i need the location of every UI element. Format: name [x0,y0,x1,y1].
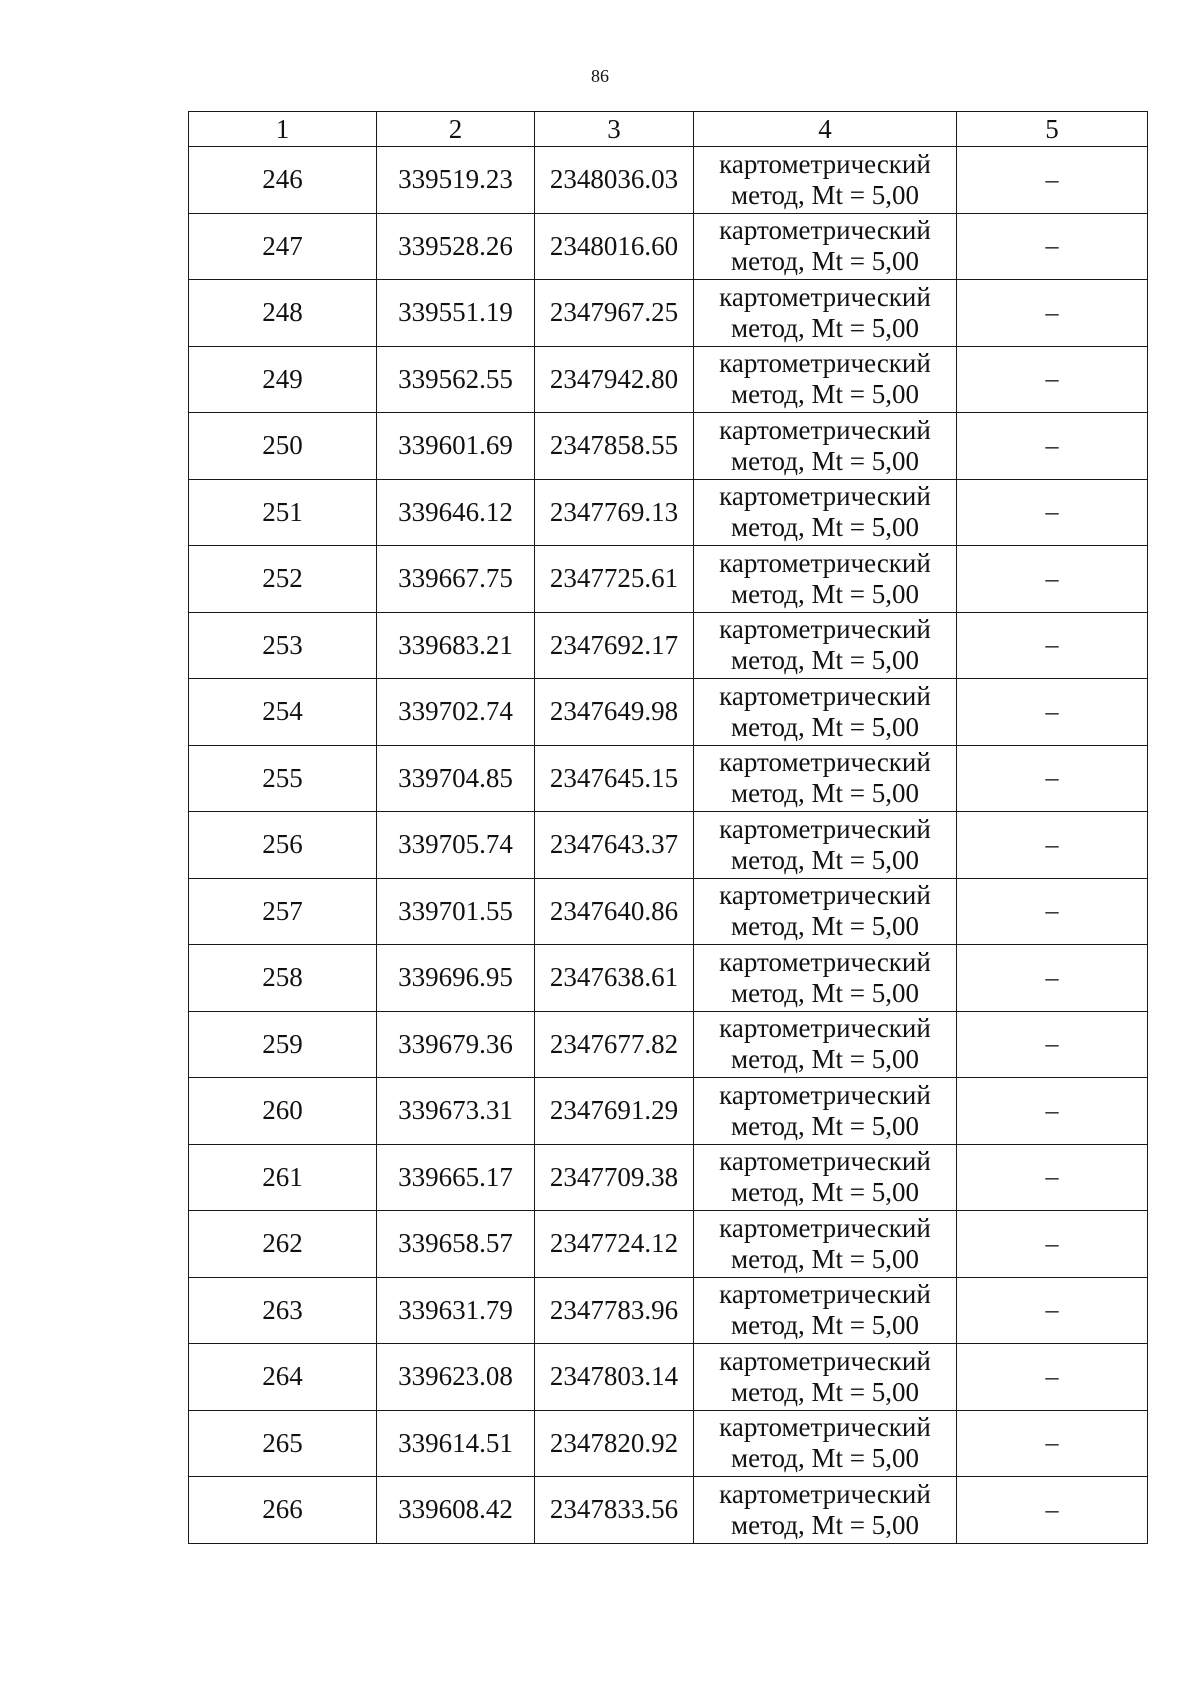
table-header-row [189,112,1148,147]
y-coordinate-cell: 2347677.82 [535,1011,694,1078]
x-coordinate-cell: 339646.12 [377,479,535,546]
method-cell [694,1477,957,1544]
method-line-2: метод, Mt = 5,00 [731,1310,919,1341]
point-number-cell: 249 [189,346,377,413]
x-coordinate-cell: 339528.26 [377,213,535,280]
note-cell: – [957,147,1148,214]
table-row [189,1344,1148,1411]
method-cell [694,1011,957,1078]
table-body [189,147,1148,1544]
method-cell [694,1410,957,1477]
method-cell [694,1277,957,1344]
x-coordinate-cell: 339683.21 [377,612,535,679]
method-line-2: метод, Mt = 5,00 [731,711,919,742]
y-coordinate-cell: 2347638.61 [535,945,694,1012]
note-cell: – [957,546,1148,613]
method-line-2: метод, Mt = 5,00 [731,844,919,875]
x-coordinate-cell: 339704.85 [377,745,535,812]
y-coordinate-cell: 2348036.03 [535,147,694,214]
method-line-1: картометрический [719,281,931,312]
method-line-2: метод, Mt = 5,00 [731,1243,919,1274]
method-line-2: метод, Mt = 5,00 [731,1376,919,1407]
method-line-1: картометрический [719,680,931,711]
table-row [189,280,1148,347]
method-cell [694,413,957,480]
point-number-cell: 257 [189,878,377,945]
point-number-cell: 260 [189,1078,377,1145]
x-coordinate-cell: 339679.36 [377,1011,535,1078]
column-header-2: 2 [377,112,535,147]
note-cell: – [957,213,1148,280]
method-line-1: картометрический [719,614,931,645]
method-cell [694,1078,957,1145]
method-line-2: метод, Mt = 5,00 [731,1443,919,1474]
y-coordinate-cell: 2347724.12 [535,1211,694,1278]
table-row [189,1277,1148,1344]
note-cell: – [957,1277,1148,1344]
point-number-cell: 261 [189,1144,377,1211]
y-coordinate-cell: 2348016.60 [535,213,694,280]
x-coordinate-cell: 339519.23 [377,147,535,214]
method-line-2: метод, Mt = 5,00 [731,911,919,942]
table-row [189,812,1148,879]
table-row [189,413,1148,480]
point-number-cell: 266 [189,1477,377,1544]
table-row [189,346,1148,413]
method-line-1: картометрический [719,1079,931,1110]
method-line-1: картометрический [719,1412,931,1443]
coordinates-table [188,111,1148,1544]
y-coordinate-cell: 2347858.55 [535,413,694,480]
y-coordinate-cell: 2347691.29 [535,1078,694,1145]
method-line-1: картометрический [719,215,931,246]
note-cell: – [957,745,1148,812]
point-number-cell: 258 [189,945,377,1012]
x-coordinate-cell: 339614.51 [377,1410,535,1477]
x-coordinate-cell: 339608.42 [377,1477,535,1544]
y-coordinate-cell: 2347725.61 [535,546,694,613]
table-row [189,546,1148,613]
x-coordinate-cell: 339658.57 [377,1211,535,1278]
note-cell: – [957,1078,1148,1145]
method-line-1: картометрический [719,813,931,844]
note-cell: – [957,1344,1148,1411]
x-coordinate-cell: 339696.95 [377,945,535,1012]
table-row [189,1477,1148,1544]
method-line-1: картометрический [719,148,931,179]
y-coordinate-cell: 2347820.92 [535,1410,694,1477]
table-row [189,1144,1148,1211]
y-coordinate-cell: 2347649.98 [535,679,694,746]
method-cell [694,280,957,347]
y-coordinate-cell: 2347803.14 [535,1344,694,1411]
method-cell [694,147,957,214]
table-row [189,679,1148,746]
method-line-1: картометрический [719,547,931,578]
table-row [189,945,1148,1012]
method-line-2: метод, Mt = 5,00 [731,445,919,476]
point-number-cell: 250 [189,413,377,480]
method-cell [694,745,957,812]
method-cell [694,479,957,546]
method-line-2: метод, Mt = 5,00 [731,1044,919,1075]
method-cell [694,1344,957,1411]
point-number-cell: 265 [189,1410,377,1477]
method-line-1: картометрический [719,481,931,512]
y-coordinate-cell: 2347692.17 [535,612,694,679]
note-cell: – [957,413,1148,480]
note-cell: – [957,280,1148,347]
note-cell: – [957,812,1148,879]
method-cell [694,679,957,746]
x-coordinate-cell: 339562.55 [377,346,535,413]
point-number-cell: 252 [189,546,377,613]
note-cell: – [957,346,1148,413]
method-line-1: картометрический [719,348,931,379]
y-coordinate-cell: 2347967.25 [535,280,694,347]
y-coordinate-cell: 2347833.56 [535,1477,694,1544]
method-cell [694,812,957,879]
table-row [189,745,1148,812]
x-coordinate-cell: 339551.19 [377,280,535,347]
x-coordinate-cell: 339631.79 [377,1277,535,1344]
method-cell [694,945,957,1012]
table-row [189,1078,1148,1145]
method-line-2: метод, Mt = 5,00 [731,312,919,343]
column-header-1: 1 [189,112,377,147]
point-number-cell: 253 [189,612,377,679]
method-line-2: метод, Mt = 5,00 [731,778,919,809]
point-number-cell: 254 [189,679,377,746]
note-cell: – [957,1410,1148,1477]
x-coordinate-cell: 339702.74 [377,679,535,746]
method-cell [694,546,957,613]
method-line-1: картометрический [719,946,931,977]
point-number-cell: 264 [189,1344,377,1411]
point-number-cell: 251 [189,479,377,546]
note-cell: – [957,878,1148,945]
x-coordinate-cell: 339673.31 [377,1078,535,1145]
method-cell [694,612,957,679]
note-cell: – [957,1144,1148,1211]
method-line-2: метод, Mt = 5,00 [731,645,919,676]
y-coordinate-cell: 2347645.15 [535,745,694,812]
method-line-2: метод, Mt = 5,00 [731,1509,919,1540]
table-row [189,1011,1148,1078]
table-row [189,213,1148,280]
y-coordinate-cell: 2347769.13 [535,479,694,546]
method-line-2: метод, Mt = 5,00 [731,379,919,410]
note-cell: – [957,679,1148,746]
table-row [189,1410,1148,1477]
note-cell: – [957,945,1148,1012]
note-cell: – [957,1011,1148,1078]
method-line-1: картометрический [719,414,931,445]
table-row [189,878,1148,945]
y-coordinate-cell: 2347942.80 [535,346,694,413]
x-coordinate-cell: 339601.69 [377,413,535,480]
method-cell [694,346,957,413]
point-number-cell: 259 [189,1011,377,1078]
method-line-2: метод, Mt = 5,00 [731,1177,919,1208]
column-header-5: 5 [957,112,1148,147]
y-coordinate-cell: 2347709.38 [535,1144,694,1211]
column-header-3: 3 [535,112,694,147]
note-cell: – [957,1477,1148,1544]
x-coordinate-cell: 339701.55 [377,878,535,945]
x-coordinate-cell: 339665.17 [377,1144,535,1211]
method-line-2: метод, Mt = 5,00 [731,578,919,609]
table-row [189,1211,1148,1278]
method-line-1: картометрический [719,1279,931,1310]
note-cell: – [957,612,1148,679]
point-number-cell: 248 [189,280,377,347]
point-number-cell: 246 [189,147,377,214]
column-header-4: 4 [694,112,957,147]
table-row [189,147,1148,214]
method-line-1: картометрический [719,1478,931,1509]
note-cell: – [957,1211,1148,1278]
method-cell [694,213,957,280]
table-row [189,479,1148,546]
method-line-1: картометрический [719,1013,931,1044]
method-line-2: метод, Mt = 5,00 [731,246,919,277]
point-number-cell: 263 [189,1277,377,1344]
method-line-1: картометрический [719,747,931,778]
method-cell [694,1144,957,1211]
method-line-2: метод, Mt = 5,00 [731,1110,919,1141]
method-line-1: картометрический [719,880,931,911]
note-cell: – [957,479,1148,546]
method-line-2: метод, Mt = 5,00 [731,179,919,210]
page-number: 86 [591,66,609,86]
method-line-1: картометрический [719,1146,931,1177]
method-cell [694,1211,957,1278]
method-cell [694,878,957,945]
method-line-2: метод, Mt = 5,00 [731,512,919,543]
y-coordinate-cell: 2347783.96 [535,1277,694,1344]
table-row [189,612,1148,679]
x-coordinate-cell: 339667.75 [377,546,535,613]
method-line-1: картометрический [719,1345,931,1376]
x-coordinate-cell: 339705.74 [377,812,535,879]
method-line-1: картометрический [719,1212,931,1243]
y-coordinate-cell: 2347643.37 [535,812,694,879]
method-line-2: метод, Mt = 5,00 [731,977,919,1008]
point-number-cell: 256 [189,812,377,879]
point-number-cell: 255 [189,745,377,812]
point-number-cell: 247 [189,213,377,280]
y-coordinate-cell: 2347640.86 [535,878,694,945]
point-number-cell: 262 [189,1211,377,1278]
x-coordinate-cell: 339623.08 [377,1344,535,1411]
